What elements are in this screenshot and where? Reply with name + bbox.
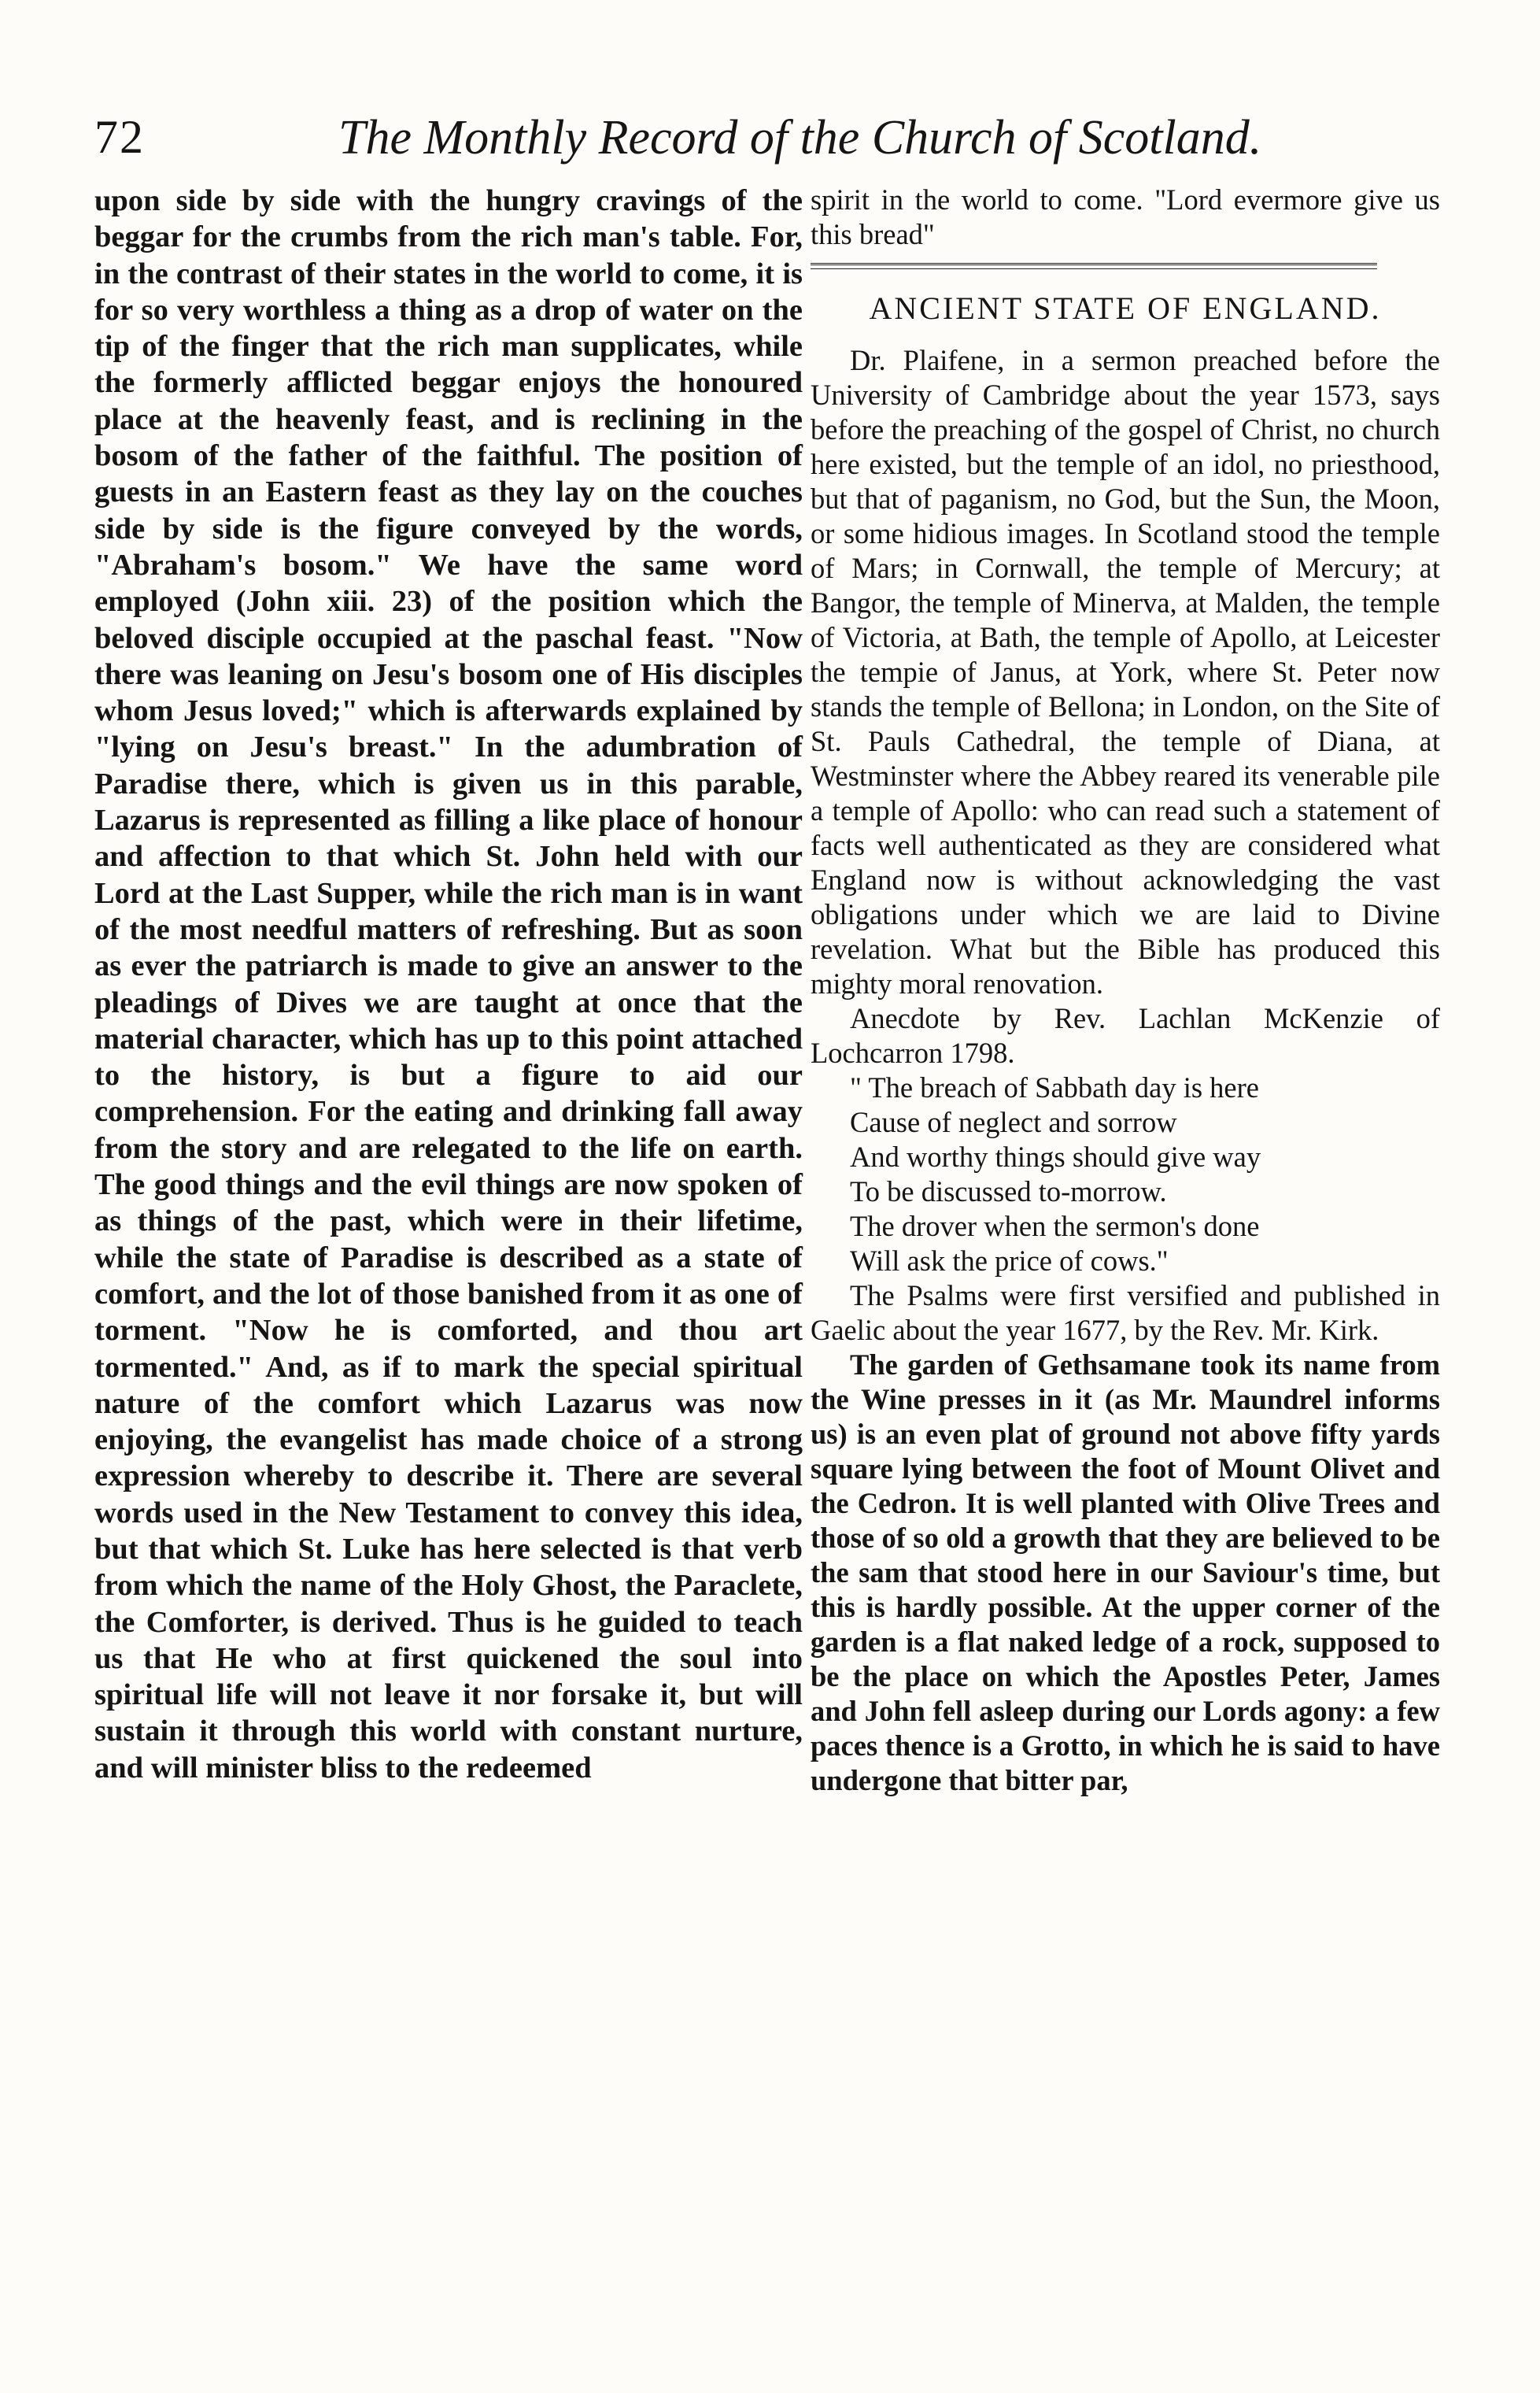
- right-column: [811, 183, 1440, 1798]
- verse-block: [811, 1071, 1440, 1278]
- left-column-text: upon side by side with the hungry cravings of the beggar for the crumbs from the rich man's table. For, in the contrast of their states in the world to come, it is for so very worthless a thing as a drop of water on the tip of the finger that the rich man supplicates, while the formerly afflicted beggar enjoys the honoured place at the heavenly feast, and is reclining in the bosom of the father of the faithful. The position of guests in an Eastern feast as they lay on the couches side by side is the figure conveyed by the words, "Abraham's bosom." We have the same word employed (John xiii. 23) of the position which the beloved disciple occupied at the paschal feast. "Now there was leaning on Jesu's bosom one of His disciples whom Jesus loved;" which is afterwards explained by "lying on Jesu's breast." In the adumbration of Paradise there, which is given us in this parable, Lazarus is represented as filling a like place of honour and affection to that which St. John held with our Lord at the Last Supper, while the rich man is in want of the most needful matters of refreshing. But as soon as ever the patriarch is made to give an answer to the pleadings of Dives we are taught at once that the material character, which has up to this point attached to the history, is but a figure to aid our comprehension. For the eating and drinking fall away from the story and are relegated to the life on earth. The good things and the evil things are now spoken of as things of the past, which were in their lifetime, while the state of Paradise is described as a state of comfort, and the lot of those banished from it as one of torment. "Now he is comforted, and thou art tormented." And, as if to mark the special spiritual nature of the comfort which Lazarus was now enjoying, the evangelist has made choice of a strong expression whereby to describe it. There are several words used in the New Testament to convey this idea, but that which St. Luke has here selected is that verb from which the name of the Holy Ghost, the Paraclete, the Comforter, is derived. Thus is he guided to teach us that He who at first quickened the soul into spiritual life will not leave it nor forsake it, but will sustain it through this world with constant nurture, and will minister bliss to the redeemed: [94, 184, 803, 1785]
- section-divider: [811, 263, 1377, 269]
- verse-line: Cause of neglect and sorrow: [850, 1106, 1177, 1138]
- running-title: The Monthly Record of the Church of Scotland.: [338, 111, 1262, 165]
- running-header: [94, 110, 1291, 181]
- section-heading: ANCIENT STATE OF ENGLAND.: [869, 290, 1382, 326]
- left-column: [94, 183, 803, 1786]
- paragraph-anecdote: Anecdote by Rev. Lachlan McKenzie of Lochcarron 1798.: [811, 1002, 1440, 1069]
- page-number: 72: [94, 111, 145, 163]
- continuation-text: spirit in the world to come. "Lord evermore give us this bread": [811, 183, 1440, 250]
- verse-line: And worthy things should give way: [850, 1141, 1261, 1173]
- verse-line: Will ask the price of cows.": [850, 1245, 1169, 1277]
- paragraph-psalms: The Psalms were first versified and published in Gaelic about the year 1677, by the Rev. Mr. Kirk.: [811, 1279, 1440, 1346]
- paragraph-ancient-state: Dr. Plaifene, in a sermon preached before the University of Cambridge about the year 1573, says before the preaching of the gospel of Christ, no church here existed, but the temple of an idol, no priesthood, but that of paganism, no God, but the Sun, the Moon, or some hidious images. In Scotland stood the temple of Mars; in Cornwall, the temple of Mercury; at Bangor, the temple of Minerva, at Malden, the temple of Victoria, at Bath, the temple of Apollo, at Leicester the tempie of Janus, at York, where St. Peter now stands the temple of Bellona; in London, on the Site of St. Pauls Cathedral, the temple of Diana, at Westminster where the Abbey reared its venerable pile a temple of Apollo: who can read such a statement of facts well authenticated as they are considered what England now is without acknowledging the vast obligations under which we are laid to Divine revelation. What but the Bible has produced this mighty moral renovation.: [811, 344, 1440, 1000]
- verse-line: " The breach of Sabbath day is here: [850, 1071, 1259, 1104]
- verse-line: The drover when the sermon's done: [850, 1210, 1260, 1242]
- paragraph-gethsemane: The garden of Gethsamane took its name from the Wine presses in it (as Mr. Maundrel informs us) is an even plat of ground not above fifty yards square lying between the foot of Mount Olivet and the Cedron. It is well planted with Olive Trees and those of so old a growth that they are believed to be the sam that stood here in our Saviour's time, but this is hardly possible. At the upper corner of the garden is a flat naked ledge of a rock, supposed to be the place on which the Apostles Peter, James and John fell asleep during our Lords agony: a few paces thence is a Grotto, in which he is said to have undergone that bitter par,: [811, 1348, 1440, 1796]
- verse-line: To be discussed to-morrow.: [850, 1175, 1167, 1208]
